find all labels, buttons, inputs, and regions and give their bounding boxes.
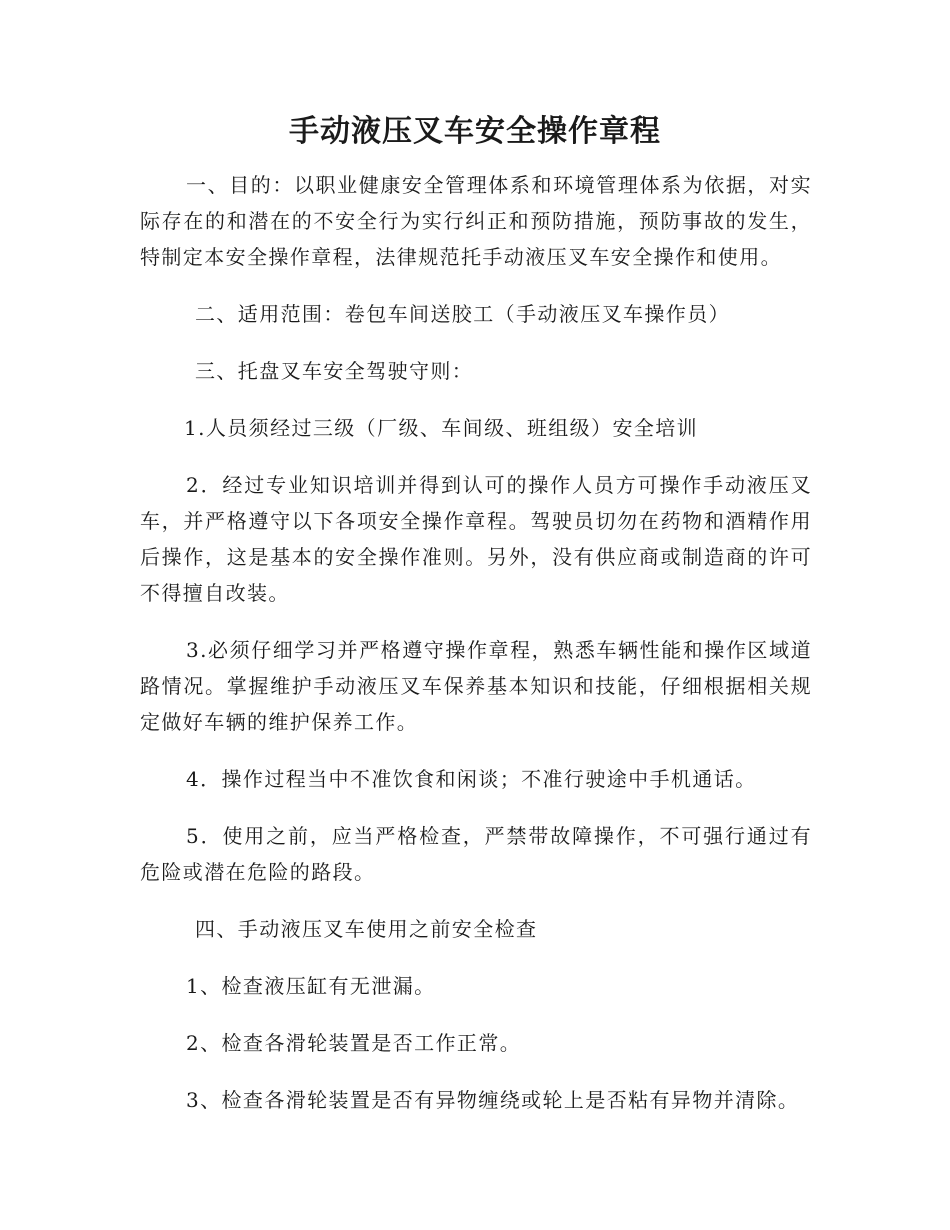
paragraph-checks-heading: 四、手动液压叉车使用之前安全检查 [195, 917, 538, 941]
paragraph-rule-2: 2．经过专业知识培训并得到认可的操作人员方可操作手动液压叉车，并严格遵守以下各项安全操作章程。驾驶员切勿在药物和酒精作用后操作，这是基本的安全操作准则。另外，没有供应商或制造商的许可不得擅自改装。 [140, 473, 812, 605]
paragraph-rule-5: 5．使用之前，应当严格检查，严禁带故障操作，不可强行通过有危险或潜在危险的路段。 [140, 824, 812, 884]
document-body [140, 167, 812, 1139]
paragraph-rule-4: 4．操作过程当中不准饮食和闲谈；不准行驶途中手机通话。 [186, 767, 757, 791]
paragraph-rule-3: 3.必须仔细学习并严格遵守操作章程，熟悉车辆性能和操作区域道路情况。掌握维护手动液压叉车保养基本知识和技能，仔细根据相关规定做好车辆的维护保养工作。 [140, 638, 812, 734]
paragraph-check-2: 2、检查各滑轮装置是否工作正常。 [186, 1031, 522, 1055]
paragraph-scope: 二、适用范围：卷包车间送胶工（手动液压叉车操作员） [195, 302, 730, 326]
paragraph-check-3: 3、检查各滑轮装置是否有异物缠绕或轮上是否粘有异物并清除。 [186, 1088, 800, 1112]
paragraph-check-1: 1、检查液压缸有无泄漏。 [186, 974, 436, 998]
paragraph-rules-heading: 三、托盘叉车安全驾驶守则： [195, 359, 474, 383]
paragraph-rule-1: 1.人员须经过三级（厂级、车间级、班组级）安全培训 [184, 416, 699, 440]
document-title: 手动液压叉车安全操作章程 [289, 114, 661, 149]
paragraph-purpose: 一、目的：以职业健康安全管理体系和环境管理体系为依据，对实际存在的和潜在的不安全行为实行纠正和预防措施，预防事故的发生，特制定本安全操作章程，法律规范托手动液压叉车安全操作和使用。 [140, 173, 812, 269]
